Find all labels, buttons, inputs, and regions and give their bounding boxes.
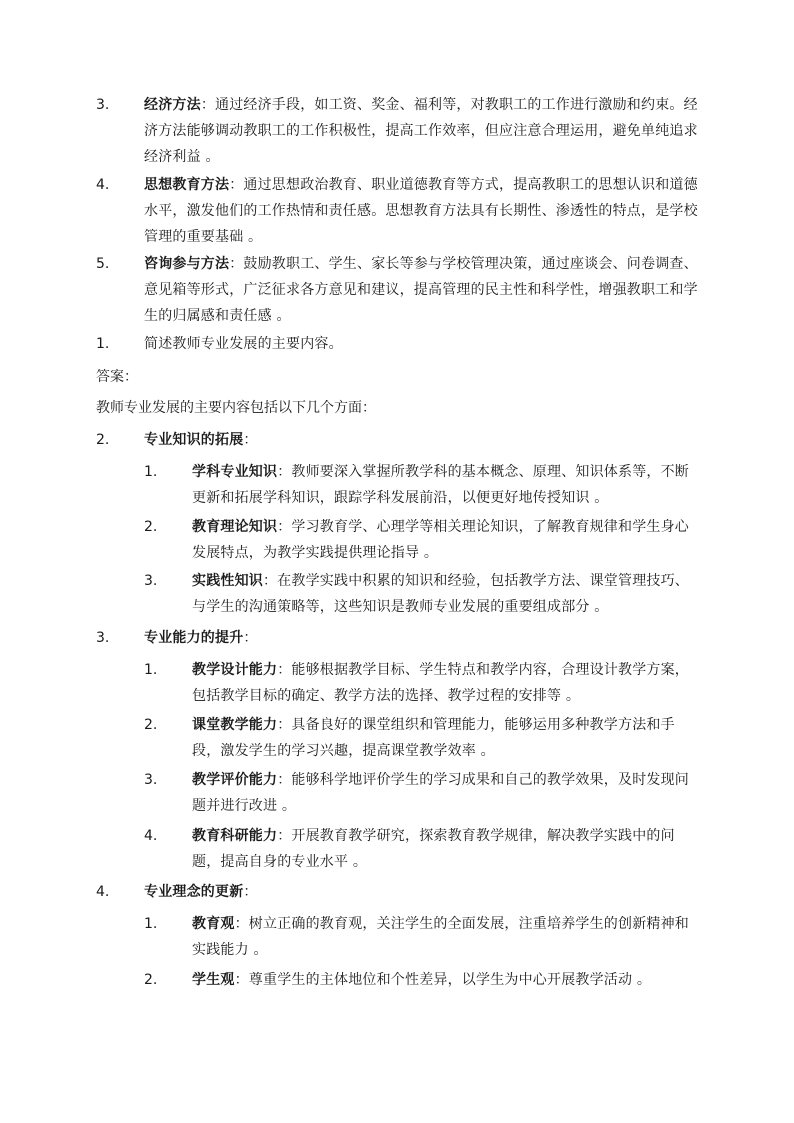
item-term: 咨询参与方法 [144, 256, 230, 272]
section-title: 专业知识的拓展 [144, 432, 244, 448]
sub-item-number: 2. [144, 717, 158, 733]
sub-item-term: 教育观 [192, 916, 235, 932]
list-item [96, 92, 700, 170]
section-title: 专业理念的更新 [144, 884, 244, 900]
sub-item: 1. 学科专业知识：教师要深入掌握所教学科的基本概念、原理、知识体系等，不断更新和拓展学科知识，跟踪学科发展前沿，以便更好地传授知识 。 [144, 459, 700, 511]
sub-item-term: 学科专业知识 [192, 464, 278, 480]
question-item [96, 331, 700, 357]
sub-item-number: 2. [144, 519, 158, 535]
answer-label: 答案： [96, 369, 138, 385]
item-text: 思想教育方法：通过思想政治教育、职业道德教育等方式，提高教职工的思想认识和道德水平，激发他们的工作热情和责任感。思想教育方法具有长期性、渗透性的特点，是学校管理的重要基础 。 [144, 177, 698, 245]
sub-item: 2. 课堂教学能力：具备良好的课堂组织和管理能力，能够运用多种教学方法和手段，激发学生的学习兴趣，提高课堂教学效率 。 [144, 712, 700, 764]
list-item [96, 172, 700, 250]
item-number: 3. [96, 97, 110, 113]
list-item [96, 251, 700, 329]
sub-item: 3. 实践性知识：在教学实践中积累的知识和经验，包括教学方法、课堂管理技巧、与学生的沟通策略等，这些知识是教师专业发展的重要组成部分 。 [144, 568, 700, 620]
section-heading: 3. 专业能力的提升： [96, 625, 700, 651]
sub-item-term: 教育理论知识 [192, 519, 278, 535]
sub-item-term: 学生观 [192, 972, 235, 988]
item-number: 1. [96, 336, 110, 352]
sub-item: 1. 教学设计能力：能够根据教学目标、学生特点和教学内容，合理设计教学方案，包括教学目标的确定、教学方法的选择、教学过程的安排等 。 [144, 657, 700, 709]
sub-item-number: 1. [144, 662, 158, 678]
section-heading: 4. 专业理念的更新： [96, 879, 700, 905]
sub-item: 4. 教育科研能力：开展教育教学研究，探索教育教学规律，解决教学实践中的问题，提高自身的专业水平 。 [144, 823, 700, 875]
item-term: 思想教育方法 [144, 177, 230, 193]
answer-intro: 教师专业发展的主要内容包括以下几个方面： [96, 400, 376, 416]
sub-item-term: 实践性知识 [192, 573, 263, 589]
sub-item: 2. 学生观：尊重学生的主体地位和个性差异，以学生为中心开展教学活动 。 [144, 967, 700, 993]
section-number: 4. [96, 884, 110, 900]
sub-item-term: 教育科研能力 [192, 828, 278, 844]
section-title: 专业能力的提升 [144, 630, 244, 646]
sub-item-term: 教学设计能力 [192, 662, 278, 678]
sub-item: 1. 教育观：树立正确的教育观，关注学生的全面发展，注重培养学生的创新精神和实践能力 。 [144, 911, 700, 963]
item-term: 经济方法 [144, 97, 201, 113]
sub-item: 3. 教学评价能力：能够科学地评价学生的学习成果和自己的教学效果，及时发现问题并进行改进 。 [144, 767, 700, 819]
section-number: 2. [96, 432, 110, 448]
item-text: 经济方法：通过经济手段，如工资、奖金、福利等，对教职工的工作进行激励和约束。经济方法能够调动教职工的工作积极性，提高工作效率，但应注意合理运用，避免单纯追求经济利益 。 [144, 97, 698, 165]
sub-item-number: 4. [144, 828, 158, 844]
item-text: 咨询参与方法：鼓励教职工、学生、家长等参与学校管理决策，通过座谈会、问卷调查、意见箱等形式，广泛征求各方意见和建议，提高管理的民主性和科学性，增强教职工和学生的归属感和责任感 。 [144, 256, 698, 324]
sub-item-number: 1. [144, 916, 158, 932]
sub-item-number: 3. [144, 573, 158, 589]
section-heading: 2. 专业知识的拓展： [96, 427, 700, 453]
sub-item-number: 2. [144, 972, 158, 988]
question-text: 简述教师专业发展的主要内容。 [144, 336, 343, 352]
sub-item: 2. 教育理论知识：学习教育学、心理学等相关理论知识，了解教育规律和学生身心发展特点，为教学实践提供理论指导 。 [144, 514, 700, 566]
sub-item-number: 3. [144, 772, 158, 788]
item-number: 5. [96, 256, 110, 272]
sub-item-term: 课堂教学能力 [192, 717, 278, 733]
item-number: 4. [96, 177, 110, 193]
section-number: 3. [96, 630, 110, 646]
sub-item-number: 1. [144, 464, 158, 480]
sub-item-term: 教学评价能力 [192, 772, 278, 788]
